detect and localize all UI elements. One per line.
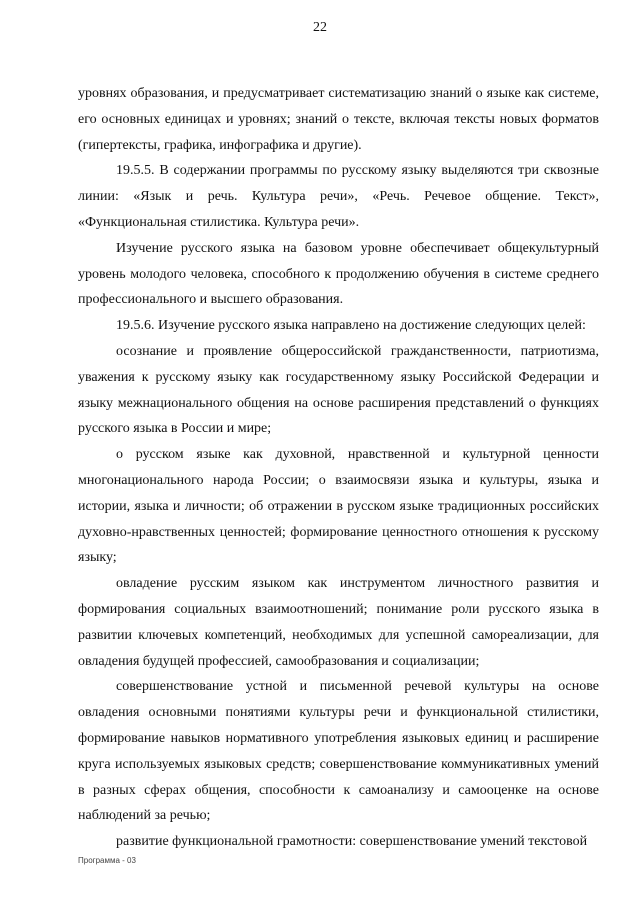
- goal-item-values: о русском языке как духовной, нравственной и культурной ценности многонационального народа России; о взаимосвязи языка и культуры, языка и истории, языка и личности; об отражении в русском языке традиционных российских духовно-нравственных ценностей; формирование ценностного отношения к русскому языку;: [78, 447, 599, 566]
- paragraph-19-5-6: 19.5.6. Изучение русского языка направлено на достижение следующих целей:: [116, 318, 586, 334]
- goal-item-speech-culture: совершенствование устной и письменной речевой культуры на основе овладения основными понятиями культуры речи и функциональной стилистики, формирование навыков нормативного употребления языковых единиц и расширение круга используемых языковых средств; совершенствование коммуникативных умений в разных сферах общения, способности к самоанализу и самооценке на основе наблюдений за речью;: [78, 679, 599, 824]
- page-number: 22: [313, 20, 327, 35]
- goal-item-literacy: развитие функциональной грамотности: совершенствование умений текстовой: [116, 834, 588, 850]
- paragraph-continuation: уровнях образования, и предусматривает систематизацию знаний о языке как системе, его основных единицах и уровнях; знаний о тексте, включая тексты новых форматов (гипертексты, графика, инфографика и другие).: [78, 86, 599, 153]
- paragraph-basic-level: Изучение русского языка на базовом уровне обеспечивает общекультурный уровень молодого человека, способного к продолжению обучения в системе среднего профессионального и высшего образования.: [78, 240, 599, 308]
- body-text: [78, 81, 599, 855]
- paragraph-19-5-5: 19.5.5. В содержании программы по русскому языку выделяются три сквозные линии: «Язык и речь. Культура речи», «Речь. Речевое общение. Текст», «Функциональная стилистика. Культура речи».: [78, 163, 599, 230]
- goal-item-mastery: овладение русским языком как инструментом личностного развития и формирования социальных взаимоотношений; понимание роли русского языка в развитии ключевых компетенций, необходимых для успешной самореализации, для овладения будущей профессией, самообразования и социализации;: [78, 576, 599, 669]
- goal-item-civic: осознание и проявление общероссийской гражданственности, патриотизма, уважения к русскому языку как государственному языку Российской Федерации и языку межнационального общения на основе расширения представлений о функциях русского языка в России и мире;: [78, 343, 599, 437]
- footer-label: Программа - 03: [78, 856, 136, 865]
